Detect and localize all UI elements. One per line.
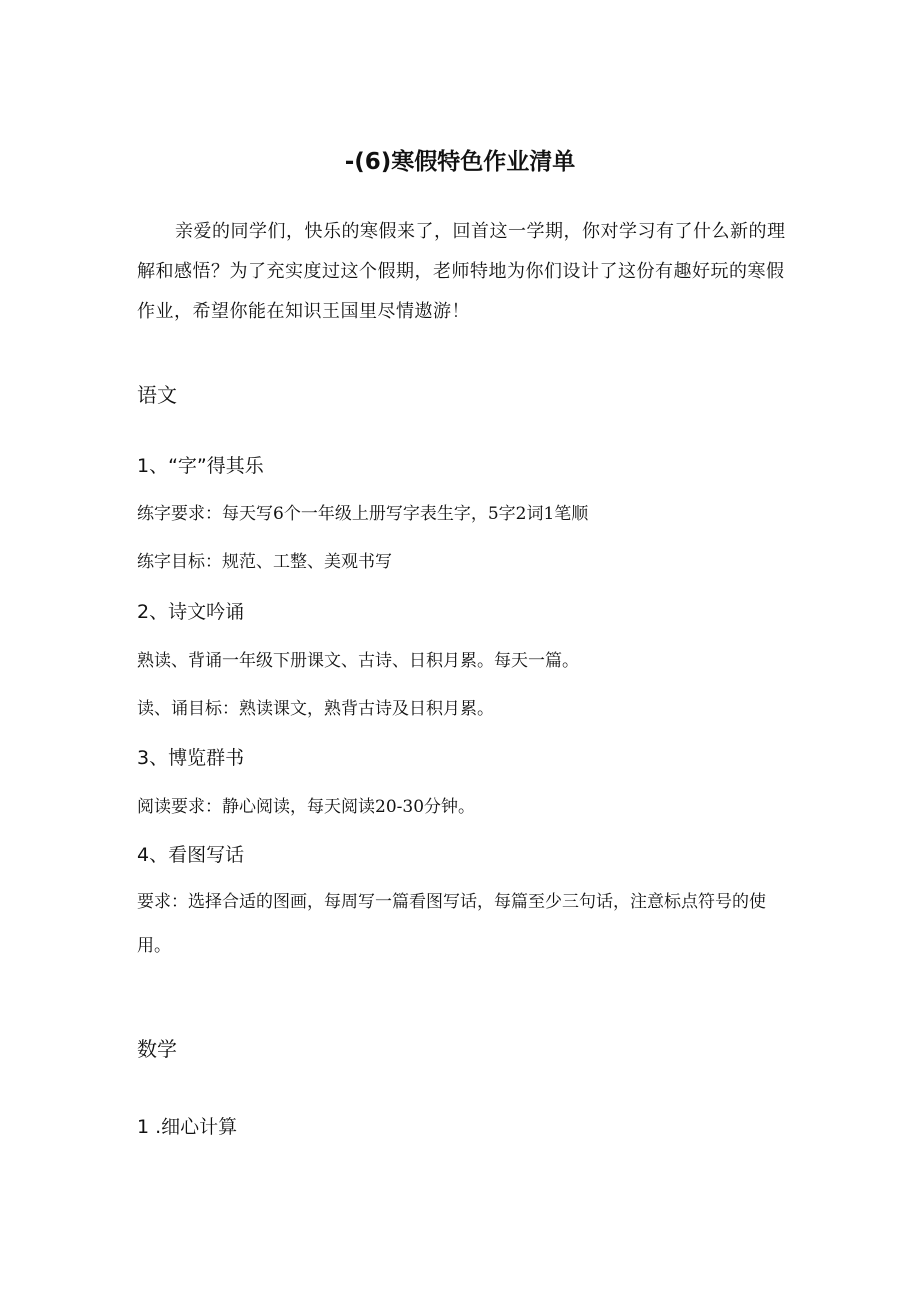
chinese-section-3-requirement: 阅读要求：静心阅读，每天阅读20-30分钟。 <box>137 797 476 817</box>
chinese-section-4-heading: 4、看图写话 <box>137 844 245 866</box>
math-section-1-heading: 1 .细心计算 <box>137 1116 238 1138</box>
subject-math-heading: 数学 <box>137 1037 177 1061</box>
chinese-section-4-requirement: 要求：选择合适的图画，每周写一篇看图写话，每篇至少三句话，注意标点符号的使用。 <box>137 892 766 956</box>
subject-chinese-heading: 语文 <box>137 383 177 407</box>
chinese-section-3-heading: 3、博览群书 <box>137 747 245 769</box>
chinese-section-2-goal: 读、诵目标：熟读课文，熟背古诗及日积月累。 <box>137 699 494 719</box>
intro-paragraph: 亲爱的同学们，快乐的寒假来了，回首这一学期，你对学习有了什么新的理解和感悟？为了充实度过这个假期，老师特地为你们设计了这份有趣好玩的寒假作业，希望你能在知识王国里尽情遨游！ <box>137 221 786 322</box>
chinese-section-1-goal: 练字目标：规范、工整、美观书写 <box>137 552 392 572</box>
chinese-section-1-heading: 1、“字”得其乐 <box>137 455 264 477</box>
chinese-section-1-requirement: 练字要求：每天写6个一年级上册写字表生字，5字2词1笔顺 <box>137 504 589 524</box>
page-title: -(6)寒假特色作业清单 <box>344 149 576 175</box>
chinese-section-2-heading: 2、诗文吟诵 <box>137 601 245 623</box>
chinese-section-2-requirement: 熟读、背诵一年级下册课文、古诗、日积月累。每天一篇。 <box>137 651 579 671</box>
